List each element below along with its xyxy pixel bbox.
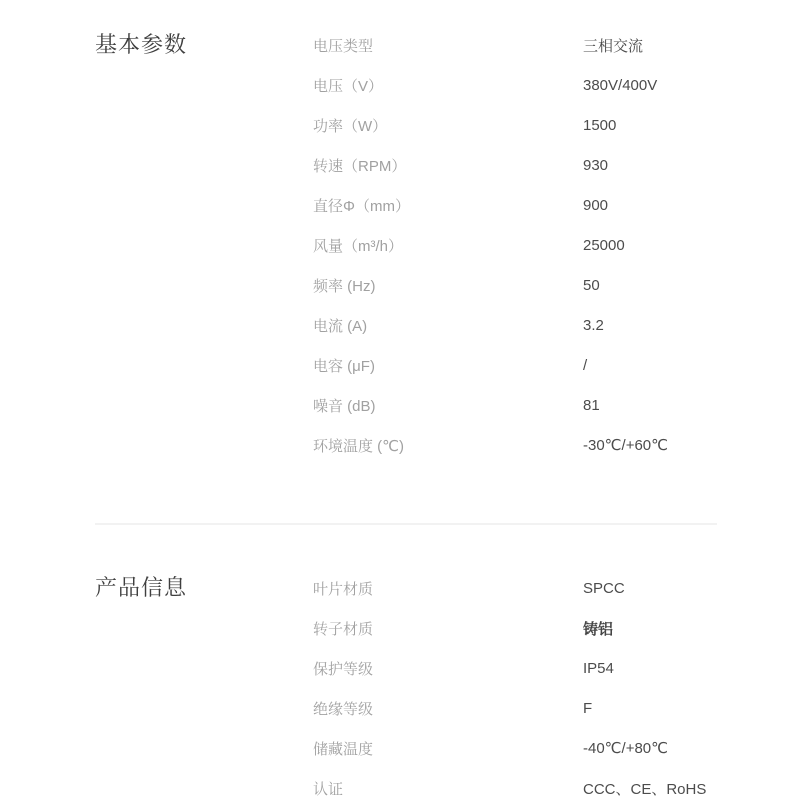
- spec-row-value: 3.2: [583, 316, 604, 334]
- spec-row-label: 电压（V）: [313, 77, 384, 95]
- spec-row-label: 认证: [313, 780, 344, 798]
- spec-row-label: 转子材质: [313, 620, 374, 638]
- spec-row-value: 380V/400V: [583, 76, 658, 94]
- spec-row-value: -30℃/+60℃: [583, 437, 668, 454]
- spec-row: [313, 65, 717, 105]
- spec-row: [313, 345, 717, 385]
- section-title: 基本参数: [95, 32, 188, 57]
- spec-row-label: 频率 (Hz): [313, 277, 376, 295]
- spec-row-value: 三相交流: [583, 37, 644, 55]
- spec-row-label: 保护等级: [313, 660, 374, 678]
- spec-row: [313, 688, 717, 728]
- spec-row-value: 25000: [583, 236, 625, 254]
- spec-row-value: 81: [583, 396, 600, 414]
- spec-section: [95, 568, 717, 800]
- spec-row: [313, 768, 717, 800]
- spec-row-label: 功率（W）: [313, 117, 388, 135]
- spec-row-value: 50: [583, 276, 600, 294]
- spec-row-label: 环境温度 (℃): [313, 437, 405, 455]
- spec-row-value: IP54: [583, 659, 614, 677]
- spec-row: [313, 425, 717, 465]
- spec-row: [313, 728, 717, 768]
- spec-row-value: 930: [583, 156, 609, 174]
- spec-row: [313, 305, 717, 345]
- section-rows: [313, 25, 717, 465]
- spec-row-label: 绝缘等级: [313, 700, 374, 718]
- spec-sections-container: [95, 25, 717, 800]
- spec-row-label: 电流 (A): [313, 317, 368, 335]
- spec-row-label: 噪音 (dB): [313, 397, 376, 415]
- spec-section: [95, 25, 717, 465]
- spec-row-value: SPCC: [583, 579, 625, 597]
- spec-row-label: 转速（RPM）: [313, 157, 407, 175]
- spec-row: [313, 145, 717, 185]
- spec-row-value: 1500: [583, 116, 617, 134]
- spec-row-value: F: [583, 699, 593, 717]
- spec-row: [313, 648, 717, 688]
- spec-row-value: 铸铝: [583, 620, 614, 638]
- spec-row: [313, 225, 717, 265]
- section-rows: [313, 568, 717, 800]
- spec-row-value: 900: [583, 196, 609, 214]
- spec-row: [313, 385, 717, 425]
- spec-row-label: 风量（m³/h）: [313, 237, 404, 255]
- spec-row: [313, 25, 717, 65]
- spec-row: [313, 568, 717, 608]
- section-title: 产品信息: [95, 575, 188, 600]
- spec-row-label: 直径Φ（mm）: [313, 197, 410, 215]
- spec-row: [313, 185, 717, 225]
- spec-row-value: /: [583, 356, 588, 374]
- spec-row-value: -40℃/+80℃: [583, 740, 668, 757]
- spec-row-label: 叶片材质: [313, 580, 374, 598]
- spec-row-label: 电压类型: [313, 37, 374, 55]
- section-divider: [95, 523, 717, 525]
- spec-row-label: 储藏温度: [313, 740, 374, 758]
- spec-row-value: CCC、CE、RoHS: [583, 780, 707, 798]
- spec-row: [313, 105, 717, 145]
- spec-row: [313, 265, 717, 305]
- spec-row: [313, 608, 717, 648]
- spec-row-label: 电容 (μF): [313, 357, 375, 375]
